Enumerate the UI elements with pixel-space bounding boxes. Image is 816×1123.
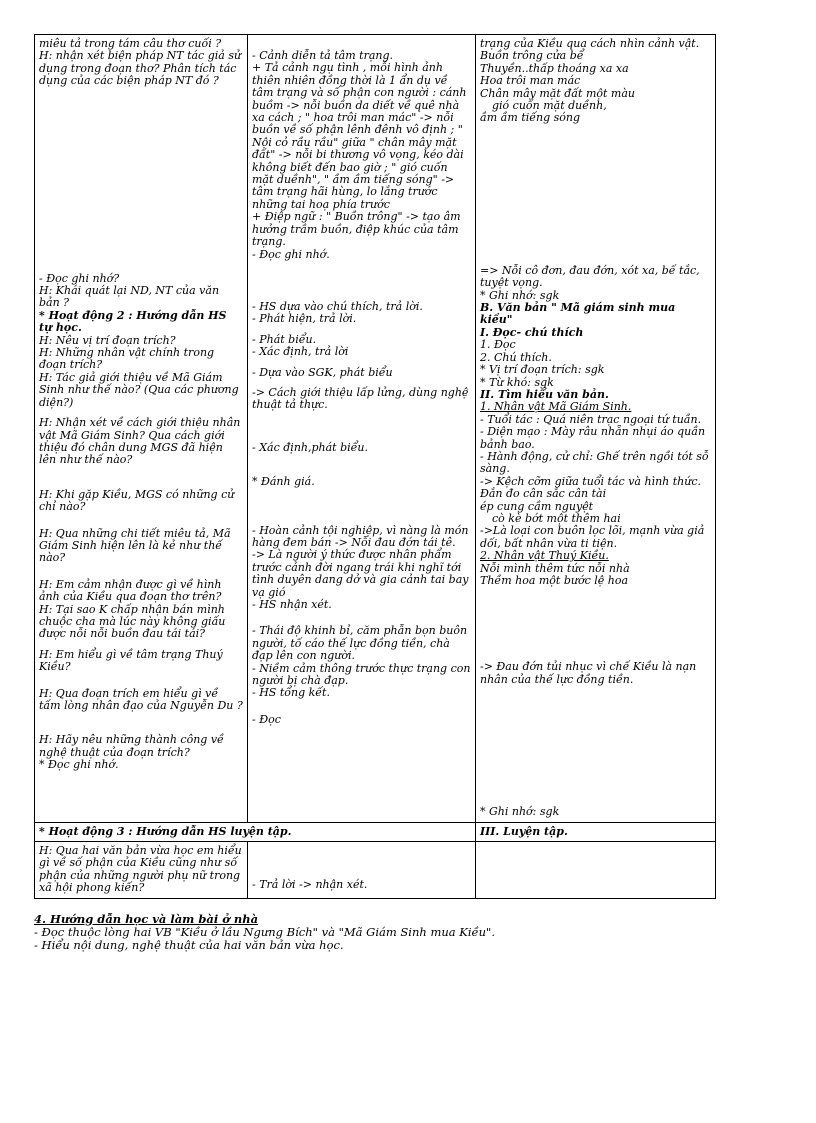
section-heading: B. Văn bản " Mã giám sinh mua kiều" xyxy=(480,301,676,327)
activity-text: - HS dựa vào chú thích, trả lời. xyxy=(252,299,423,313)
content-text: gió cuốn mặt duềnh, xyxy=(492,99,607,113)
question-text: H: Những nhân vật chính trong đoạn trích? xyxy=(39,346,215,372)
question-text: H: Em cảm nhận được gì về hình ảnh của Kiều qua đoạn thơ trên? xyxy=(39,577,222,604)
content-text: 2. Chú thích. xyxy=(480,350,552,364)
content-text: * Vị trí đoạn trích: sgk xyxy=(480,363,605,377)
activity-text: * Đánh giá. xyxy=(252,475,315,489)
question-text: H: nhận xét biện pháp NT tác giả sử dụng trong đoạn thơ? Phân tích tác dụng của các biện pháp NT đó ? xyxy=(39,49,242,88)
content-text: -> Kệch cỡm giữa tuổi tác và hình thức. xyxy=(480,474,701,488)
question-text: * Đọc ghi nhớ. xyxy=(39,758,119,772)
content-text: -> Đau đớn tủi nhục vì chế Kiều là nạn nhân của thế lực đồng tiền. xyxy=(480,660,697,686)
content-text: Thềm hoa một bước lệ hoa xyxy=(480,574,629,587)
activity-text: - Đọc xyxy=(252,712,281,726)
activity-text: - Phát hiện, trả lời. xyxy=(252,312,357,326)
content-text: cò kè bớt một thêm hai xyxy=(492,511,621,525)
lesson-page xyxy=(34,34,714,952)
content-text: * Ghi nhớ: sgk xyxy=(480,805,560,819)
activity-text: - HS tổng kết. xyxy=(252,686,330,700)
activity-text: -> Là người ý thức được nhân phẩm trước cảnh đời ngang trái khi nghĩ tới tình duyên dang dở và gia cảnh tai bay vạ gió xyxy=(252,548,469,599)
content-text: ép cung cầm nguyệt xyxy=(480,499,594,513)
activity-text: - HS nhận xét. xyxy=(252,598,332,611)
activity-text: - Xác định, trả lời xyxy=(252,345,349,359)
content-text: ầm ầm tiếng sóng xyxy=(480,111,581,125)
content-text: - Diện mạo : Mày râu nhẵn nhụi áo quần bảnh bao. xyxy=(480,425,706,451)
table-row xyxy=(35,842,716,899)
content-text: - Tuổi tác : Quá niên trạc ngoại tứ tuần. xyxy=(480,412,702,426)
activity-text: - Phát biểu. xyxy=(252,332,317,346)
question-text: H: Qua những chi tiết miêu tả, Mã Giám Sinh hiện lên là kẻ như thế nào? xyxy=(39,526,231,565)
student-column xyxy=(248,35,476,823)
activity-text: - Đọc ghi nhớ. xyxy=(252,247,330,261)
activity-text: - Xác định,phát biểu. xyxy=(252,440,368,454)
content-text: => Nỗi cô đơn, đau đớn, xót xa, bế tắc, tuyệt vọng. xyxy=(480,263,700,290)
question-text: H: Nhận xét về cách giới thiệu nhân vật Mã Giám Sinh? Qua cách giới thiệu đó chân dung MGS đã hiện lên như thế nào? xyxy=(39,416,241,467)
activity-heading: * Hoạt động 3 : Hướng dẫn HS luyện tập. xyxy=(35,822,476,841)
teacher-column xyxy=(35,35,248,823)
question-text: H: Khi gặp Kiều, MGS có những cử chỉ nào? xyxy=(39,487,235,514)
teacher-column xyxy=(35,842,248,899)
activity-text: - Trả lời -> nhận xét. xyxy=(252,878,368,892)
subsection-heading: 2. Nhân vật Thuý Kiều. xyxy=(480,549,609,563)
table-row xyxy=(35,822,716,841)
activity-text: - Hoàn cảnh tội nghiệp, vì nàng là món hàng đem bán -> Nỗi đau đớn tái tê. xyxy=(252,523,469,549)
activity-heading: * Hoạt động 2 : Hướng dẫn HS tự học. xyxy=(39,308,227,335)
content-text: trạng của Kiều qua cách nhìn cảnh vật. xyxy=(480,37,700,50)
lesson-table xyxy=(34,34,716,899)
activity-text: -> Cách giới thiệu lấp lửng, dùng nghệ thuật tả thực. xyxy=(252,385,469,412)
table-row xyxy=(35,35,716,823)
content-text: * Từ khó: sgk xyxy=(480,375,554,389)
question-text: H: Khái quát lại ND, NT của văn bản ? xyxy=(39,284,220,310)
activity-text: - Thái độ khinh bỉ, căm phẫn bọn buôn người, tố cáo thế lực đồng tiền, chà đạp lên con người. xyxy=(252,624,468,663)
content-column xyxy=(476,842,716,899)
activity-text: + Điệp ngữ : " Buồn trông" -> tạo âm hưởng trầm buồn, điệp khúc của tâm trạng. xyxy=(252,210,461,249)
student-column xyxy=(248,842,476,899)
content-text: Chân mây mặt đất một màu xyxy=(480,86,635,100)
content-text: 1. Đọc xyxy=(480,338,516,352)
content-column xyxy=(476,35,716,823)
subsection-heading: 1. Nhân vật Mã Giám Sinh. xyxy=(480,400,632,414)
content-text: Hoa trôi man mác xyxy=(480,74,581,88)
homework-section xyxy=(34,913,714,952)
question-text: miêu tả trong tám câu thơ cuối ? xyxy=(39,37,222,50)
activity-text: - Dựa vào SGK, phát biểu xyxy=(252,365,393,379)
content-text: Thuyền..thấp thoáng xa xa xyxy=(480,61,629,75)
question-text: H: Hãy nêu những thành công về nghệ thuật của đoạn trích? xyxy=(39,733,224,759)
question-text: H: Nêu vị trí đoạn trích? xyxy=(39,333,176,347)
content-text: * Ghi nhớ: sgk xyxy=(480,288,560,302)
activity-text: + Tả cảnh ngụ tình , mỗi hình ảnh thiên nhiên đồng thời là 1 ẩn dụ về tâm trạng và số phận con người : cánh buồm -> nỗi buồn da diết về quê nhà xa cách ; " hoa trôi man mác" -> nỗi buồn về số phận lênh đênh vô định ; " Nội cỏ rầu rầu" giữa " chân mây mặt đất" -> nỗi bi thương vô vọng, kéo dài không biết đến bao giờ ; " gió cuốn mặt duềnh", " ầm ầm tiếng sóng" -> tâm trạng hãi hùng, lo lắng trước những tai hoạ phía trước xyxy=(252,61,467,211)
question-text: H: Qua đoạn trích em hiểu gì về tấm lòng nhân đạo của Nguyễn Du ? xyxy=(39,686,243,712)
content-text: - Hành động, cử chỉ: Ghế trên ngồi tót sỗ sàng. xyxy=(480,449,709,476)
content-text: Đắn đo cân sắc cân tài xyxy=(480,487,607,501)
homework-item: - Đọc thuộc lòng hai VB "Kiều ở lầu Ngưng Bích" và "Mã Giám Sinh mua Kiều". xyxy=(34,924,495,939)
question-text: H: Qua hai văn bản vừa học em hiểu gì về số phận của Kiều cũng như số phận của những người phụ nữ trong xã hội phong kiến? xyxy=(39,844,242,895)
section-heading: I. Đọc- chú thích xyxy=(480,325,584,339)
section-heading: II. Tìm hiểu văn bản. xyxy=(480,387,609,401)
homework-heading: 4. Hướng dẫn học và làm bài ở nhà xyxy=(34,911,259,926)
question-text: H: Tại sao K chấp nhận bán mình chuộc cha mà lúc này không giấu được nỗi nỗi buồn đau tái tái? xyxy=(39,602,226,641)
content-text: Buồn trông cửa bể xyxy=(480,49,584,63)
homework-item: - Hiểu nội dung, nghệ thuật của hai văn bản vừa học. xyxy=(34,937,344,952)
activity-text: - Cảnh diễn tả tâm trạng. xyxy=(252,49,394,62)
content-text: Nỗi mình thêm tức nỗi nhà xyxy=(480,561,630,575)
question-text: H: Em hiểu gì về tâm trạng Thuý Kiều? xyxy=(39,647,223,674)
section-heading: III. Luyện tập. xyxy=(476,822,716,841)
question-text: - Đọc ghi nhớ? xyxy=(39,271,120,285)
activity-text: - Niềm cảm thông trước thực trạng con người bị chà đạp. xyxy=(252,661,471,688)
content-text: ->Là loại con buôn lọc lõi, mạnh vừa giả dối, bất nhân vừa ti tiện. xyxy=(480,524,705,550)
question-text: H: Tác giả giới thiệu về Mã Giám Sinh như thế nào? (Qua các phương diện?) xyxy=(39,370,239,409)
